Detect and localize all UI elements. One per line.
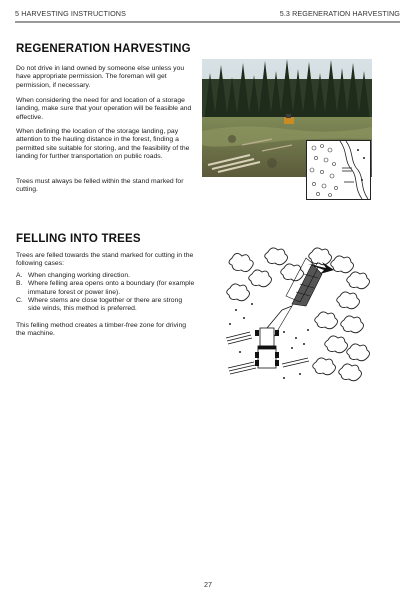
regen-paragraph-1: Do not drive in land owned by someone else unless you have appropriate permission. The foreman will get permission, if necessary.	[16, 65, 185, 89]
regen-paragraph-3: When defining the location of the storage landing, pay attention to the hauling distance in the forest, finding a permitted site suitable for storing, and the feasibility of the landing for further transportation on public roads.	[16, 128, 190, 160]
list-item	[16, 297, 196, 314]
regen-paragraph-2: When considering the need for and location of a storage landing, make sure that your operation will be feasible and effective.	[16, 97, 192, 121]
list-item-text: Where stems are close together or there are strong side winds, this method is preferred.	[28, 296, 183, 313]
regen-paragraph-4: Trees must always be felled within the stand marked for cutting.	[16, 178, 184, 194]
regeneration-heading: REGENERATION HARVESTING	[16, 43, 191, 55]
felling-diagram	[222, 244, 374, 386]
list-marker: A.	[16, 272, 23, 279]
felling-outro: This felling method creates a timber-free zone for driving the machine.	[16, 322, 186, 338]
list-item	[16, 272, 196, 280]
list-marker: B.	[16, 280, 23, 288]
list-marker: C.	[16, 296, 23, 304]
header-rule	[15, 21, 400, 23]
chapter-title: 5 HARVESTING INSTRUCTIONS	[15, 9, 126, 18]
page-number: 27	[204, 580, 212, 589]
list-item	[16, 280, 196, 297]
landing-sketch-inset	[306, 140, 371, 200]
list-item-text: When changing working direction.	[28, 272, 131, 279]
list-item-text: Where felling area opens onto a boundary (for example immature forest or power line).	[28, 280, 195, 296]
felling-intro: Trees are felled towards the stand marked for cutting in the following cases:	[16, 252, 194, 268]
section-title: 5.3 REGENERATION HARVESTING	[279, 9, 400, 18]
felling-cases-list	[16, 272, 196, 313]
felling-heading: FELLING INTO TREES	[16, 233, 141, 245]
page-header	[15, 9, 400, 21]
